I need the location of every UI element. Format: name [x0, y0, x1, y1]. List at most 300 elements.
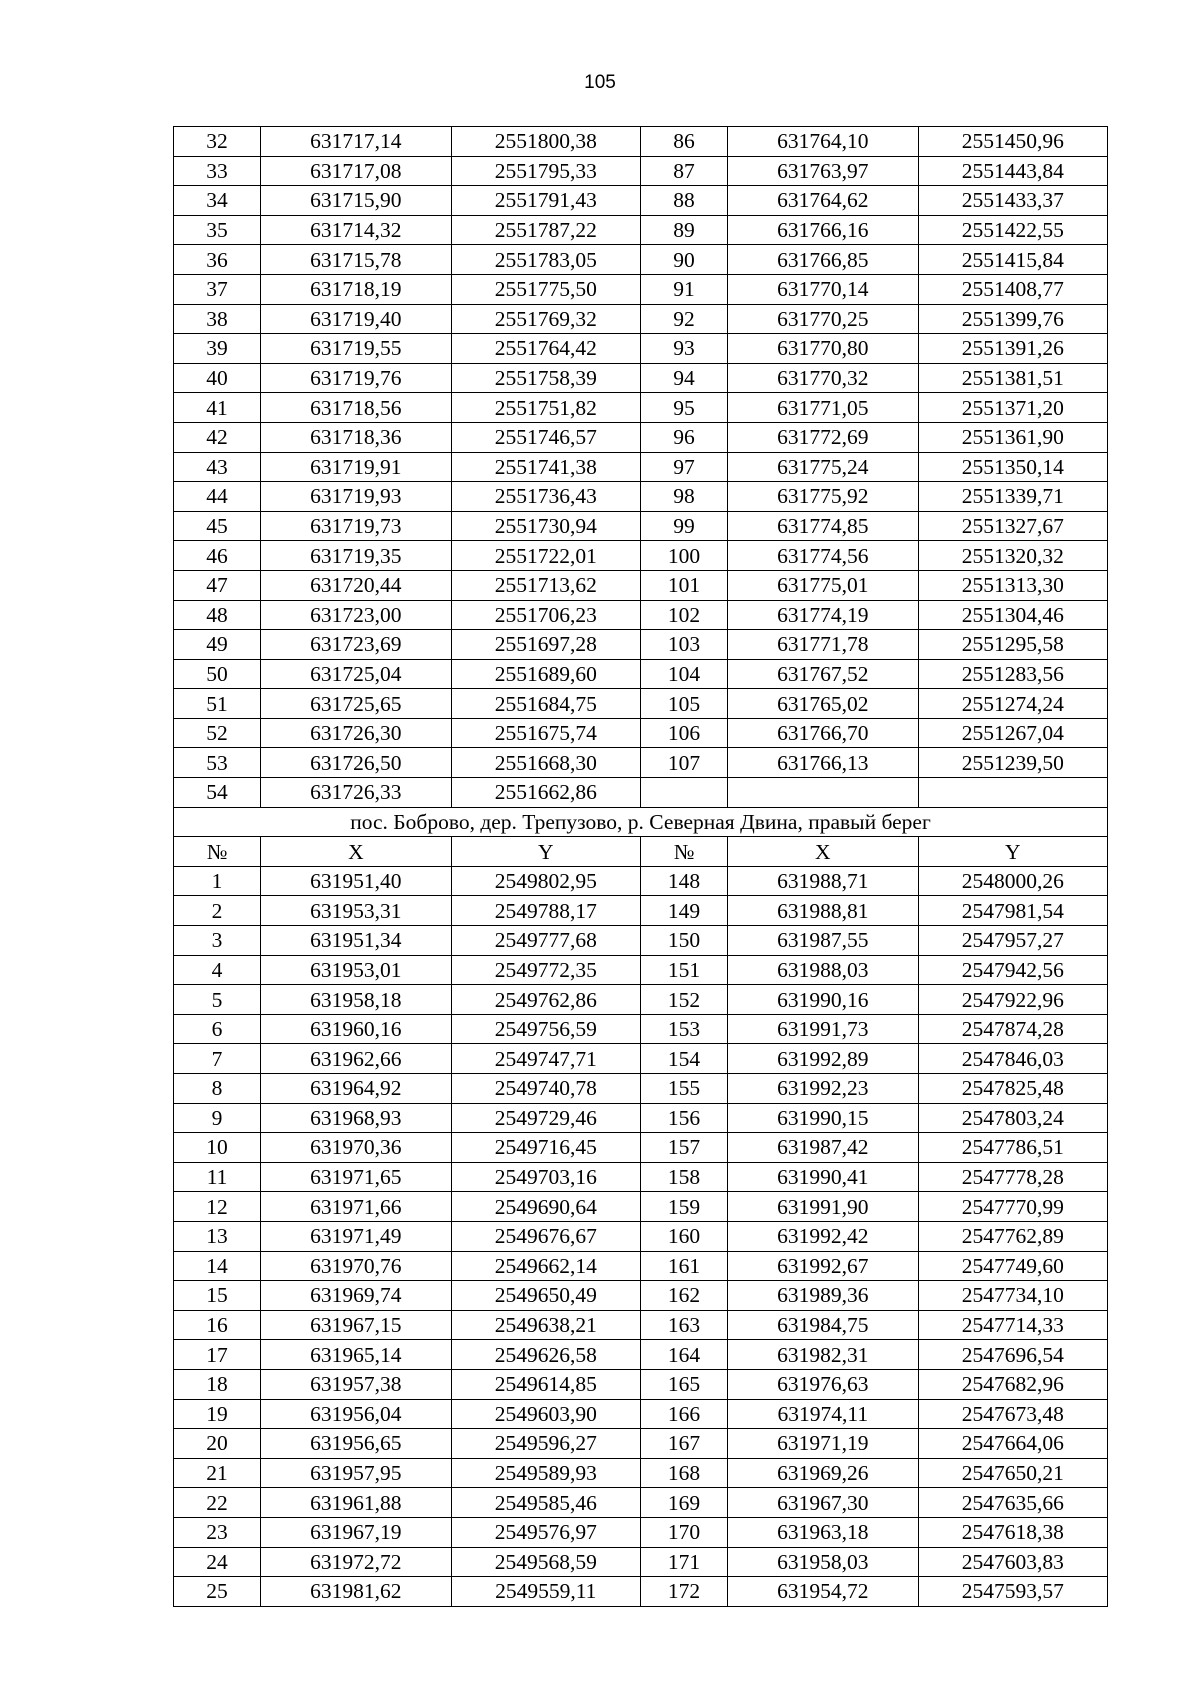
y-coordinate-cell: 2547981,54: [918, 896, 1107, 926]
point-number-cell: 52: [174, 718, 261, 748]
x-coordinate-cell: 631992,42: [728, 1221, 918, 1251]
point-number-cell: 21: [174, 1458, 261, 1488]
y-coordinate-cell: 2551730,94: [451, 511, 640, 541]
y-coordinate-cell: 2547618,38: [918, 1517, 1107, 1547]
point-number-cell: 90: [640, 245, 727, 275]
y-coordinate-cell: 2551304,46: [918, 600, 1107, 630]
x-coordinate-cell: 631951,34: [261, 926, 451, 956]
x-coordinate-cell: 631972,72: [261, 1547, 451, 1577]
point-number-cell: 44: [174, 482, 261, 512]
x-coordinate-cell: 631992,23: [728, 1074, 918, 1104]
x-coordinate-cell: 631970,76: [261, 1251, 451, 1281]
y-coordinate-cell: 2549614,85: [451, 1369, 640, 1399]
table-row: [174, 1044, 1108, 1074]
y-coordinate-cell: 2551415,84: [918, 245, 1107, 275]
table-row: [174, 127, 1108, 157]
y-coordinate-cell: 2551443,84: [918, 156, 1107, 186]
y-coordinate-cell: 2547682,96: [918, 1369, 1107, 1399]
table-row: [174, 926, 1108, 956]
x-coordinate-cell: 631726,33: [261, 778, 451, 808]
header-y: Y: [451, 837, 640, 867]
y-coordinate-cell: 2551722,01: [451, 541, 640, 571]
y-coordinate-cell: 2547696,54: [918, 1340, 1107, 1370]
x-coordinate-cell: 631723,00: [261, 600, 451, 630]
table-row: [174, 1310, 1108, 1340]
x-coordinate-cell: 631989,36: [728, 1281, 918, 1311]
point-number-cell: 42: [174, 422, 261, 452]
x-coordinate-cell: 631988,71: [728, 866, 918, 896]
x-coordinate-cell: 631717,08: [261, 156, 451, 186]
point-number-cell: 41: [174, 393, 261, 423]
table-row: [174, 452, 1108, 482]
y-coordinate-cell: 2547734,10: [918, 1281, 1107, 1311]
y-coordinate-cell: 2549756,59: [451, 1014, 640, 1044]
x-coordinate-cell: 631719,73: [261, 511, 451, 541]
table-row: [174, 1014, 1108, 1044]
point-number-cell: 161: [640, 1251, 727, 1281]
y-coordinate-cell: 2549638,21: [451, 1310, 640, 1340]
x-coordinate-cell: 631719,91: [261, 452, 451, 482]
y-coordinate-cell: 2551381,51: [918, 363, 1107, 393]
table-row: [174, 541, 1108, 571]
point-number-cell: 148: [640, 866, 727, 896]
point-number-cell: 32: [174, 127, 261, 157]
point-number-cell: 46: [174, 541, 261, 571]
y-coordinate-cell: 2551320,32: [918, 541, 1107, 571]
point-number-cell: 89: [640, 215, 727, 245]
x-coordinate-cell: 631717,14: [261, 127, 451, 157]
point-number-cell: 1: [174, 866, 261, 896]
point-number-cell: 156: [640, 1103, 727, 1133]
table-row: [174, 1162, 1108, 1192]
x-coordinate-cell: [728, 778, 918, 808]
y-coordinate-cell: 2551391,26: [918, 334, 1107, 364]
y-coordinate-cell: 2551371,20: [918, 393, 1107, 423]
x-coordinate-cell: 631775,01: [728, 570, 918, 600]
y-coordinate-cell: 2549802,95: [451, 866, 640, 896]
y-coordinate-cell: 2547762,89: [918, 1221, 1107, 1251]
point-number-cell: 155: [640, 1074, 727, 1104]
y-coordinate-cell: 2551769,32: [451, 304, 640, 334]
x-coordinate-cell: 631719,93: [261, 482, 451, 512]
point-number-cell: 12: [174, 1192, 261, 1222]
y-coordinate-cell: 2551675,74: [451, 718, 640, 748]
x-coordinate-cell: 631988,81: [728, 896, 918, 926]
x-coordinate-cell: 631956,65: [261, 1429, 451, 1459]
y-coordinate-cell: 2551668,30: [451, 748, 640, 778]
x-coordinate-cell: 631976,63: [728, 1369, 918, 1399]
point-number-cell: 98: [640, 482, 727, 512]
point-number-cell: 16: [174, 1310, 261, 1340]
point-number-cell: 97: [640, 452, 727, 482]
x-coordinate-cell: 631971,19: [728, 1429, 918, 1459]
y-coordinate-cell: 2549568,59: [451, 1547, 640, 1577]
x-coordinate-cell: 631956,04: [261, 1399, 451, 1429]
point-number-cell: 105: [640, 689, 727, 719]
x-coordinate-cell: 631953,31: [261, 896, 451, 926]
y-coordinate-cell: 2551706,23: [451, 600, 640, 630]
x-coordinate-cell: 631967,15: [261, 1310, 451, 1340]
point-number-cell: 23: [174, 1517, 261, 1547]
x-coordinate-cell: 631771,05: [728, 393, 918, 423]
point-number-cell: 92: [640, 304, 727, 334]
x-coordinate-cell: 631766,13: [728, 748, 918, 778]
point-number-cell: 86: [640, 127, 727, 157]
x-coordinate-cell: 631967,30: [728, 1488, 918, 1518]
x-coordinate-cell: 631967,19: [261, 1517, 451, 1547]
x-coordinate-cell: 631992,89: [728, 1044, 918, 1074]
y-coordinate-cell: 2547635,66: [918, 1488, 1107, 1518]
table-row: [174, 896, 1108, 926]
point-number-cell: 33: [174, 156, 261, 186]
x-coordinate-cell: 631984,75: [728, 1310, 918, 1340]
x-coordinate-cell: 631718,36: [261, 422, 451, 452]
x-coordinate-cell: 631766,16: [728, 215, 918, 245]
table-row: [174, 1517, 1108, 1547]
table-row: [174, 363, 1108, 393]
point-number-cell: 159: [640, 1192, 727, 1222]
y-coordinate-cell: 2547650,21: [918, 1458, 1107, 1488]
table-row: [174, 955, 1108, 985]
point-number-cell: 14: [174, 1251, 261, 1281]
point-number-cell: 87: [640, 156, 727, 186]
x-coordinate-cell: 631968,93: [261, 1103, 451, 1133]
point-number-cell: 168: [640, 1458, 727, 1488]
section-title: пос. Боброво, дер. Трепузово, р. Северная Двина, правый берег: [174, 807, 1108, 837]
point-number-cell: 45: [174, 511, 261, 541]
x-coordinate-cell: 631718,19: [261, 274, 451, 304]
point-number-cell: 150: [640, 926, 727, 956]
point-number-cell: 107: [640, 748, 727, 778]
x-coordinate-cell: 631719,40: [261, 304, 451, 334]
point-number-cell: 47: [174, 570, 261, 600]
x-coordinate-cell: 631971,66: [261, 1192, 451, 1222]
point-number-cell: 167: [640, 1429, 727, 1459]
x-coordinate-cell: 631990,41: [728, 1162, 918, 1192]
table-row: [174, 274, 1108, 304]
y-coordinate-cell: 2551746,57: [451, 422, 640, 452]
y-coordinate-cell: 2551450,96: [918, 127, 1107, 157]
point-number-cell: 93: [640, 334, 727, 364]
y-coordinate-cell: 2547874,28: [918, 1014, 1107, 1044]
y-coordinate-cell: 2549690,64: [451, 1192, 640, 1222]
y-coordinate-cell: 2547942,56: [918, 955, 1107, 985]
point-number-cell: 37: [174, 274, 261, 304]
point-number-cell: 154: [640, 1044, 727, 1074]
x-coordinate-cell: 631970,36: [261, 1133, 451, 1163]
point-number-cell: 8: [174, 1074, 261, 1104]
point-number-cell: 169: [640, 1488, 727, 1518]
point-number-cell: 102: [640, 600, 727, 630]
point-number-cell: 157: [640, 1133, 727, 1163]
point-number-cell: 39: [174, 334, 261, 364]
point-number-cell: 91: [640, 274, 727, 304]
y-coordinate-cell: 2547957,27: [918, 926, 1107, 956]
y-coordinate-cell: 2549676,67: [451, 1221, 640, 1251]
x-coordinate-cell: 631974,11: [728, 1399, 918, 1429]
x-coordinate-cell: 631726,30: [261, 718, 451, 748]
x-coordinate-cell: 631714,32: [261, 215, 451, 245]
point-number-cell: 6: [174, 1014, 261, 1044]
x-coordinate-cell: 631965,14: [261, 1340, 451, 1370]
y-coordinate-cell: 2547714,33: [918, 1310, 1107, 1340]
y-coordinate-cell: 2551736,43: [451, 482, 640, 512]
point-number-cell: 100: [640, 541, 727, 571]
point-number-cell: 51: [174, 689, 261, 719]
x-coordinate-cell: 631766,70: [728, 718, 918, 748]
table-row: [174, 1192, 1108, 1222]
y-coordinate-cell: 2547593,57: [918, 1577, 1107, 1607]
y-coordinate-cell: 2549729,46: [451, 1103, 640, 1133]
point-number-cell: 163: [640, 1310, 727, 1340]
y-coordinate-cell: 2549559,11: [451, 1577, 640, 1607]
coordinates-table-body: [174, 127, 1108, 1607]
table-row: [174, 600, 1108, 630]
y-coordinate-cell: 2547778,28: [918, 1162, 1107, 1192]
table-row: [174, 1429, 1108, 1459]
point-number-cell: 160: [640, 1221, 727, 1251]
table-row: [174, 689, 1108, 719]
x-coordinate-cell: 631958,18: [261, 985, 451, 1015]
y-coordinate-cell: 2547803,24: [918, 1103, 1107, 1133]
x-coordinate-cell: 631770,32: [728, 363, 918, 393]
table-row: [174, 570, 1108, 600]
y-coordinate-cell: 2551741,38: [451, 452, 640, 482]
point-number-cell: 18: [174, 1369, 261, 1399]
y-coordinate-cell: 2547786,51: [918, 1133, 1107, 1163]
x-coordinate-cell: 631763,97: [728, 156, 918, 186]
x-coordinate-cell: 631960,16: [261, 1014, 451, 1044]
point-number-cell: 25: [174, 1577, 261, 1607]
point-number-cell: 162: [640, 1281, 727, 1311]
table-row: [174, 422, 1108, 452]
header-x: X: [261, 837, 451, 867]
point-number-cell: 88: [640, 186, 727, 216]
x-coordinate-cell: 631958,03: [728, 1547, 918, 1577]
x-coordinate-cell: 631961,88: [261, 1488, 451, 1518]
point-number-cell: 164: [640, 1340, 727, 1370]
point-number-cell: 151: [640, 955, 727, 985]
y-coordinate-cell: 2551399,76: [918, 304, 1107, 334]
x-coordinate-cell: 631953,01: [261, 955, 451, 985]
point-number-cell: 96: [640, 422, 727, 452]
x-coordinate-cell: 631969,26: [728, 1458, 918, 1488]
table-row: [174, 1577, 1108, 1607]
point-number-cell: 153: [640, 1014, 727, 1044]
y-coordinate-cell: 2549716,45: [451, 1133, 640, 1163]
x-coordinate-cell: 631988,03: [728, 955, 918, 985]
point-number-cell: 20: [174, 1429, 261, 1459]
x-coordinate-cell: 631720,44: [261, 570, 451, 600]
point-number-cell: 38: [174, 304, 261, 334]
point-number-cell: 103: [640, 630, 727, 660]
y-coordinate-cell: 2549703,16: [451, 1162, 640, 1192]
y-coordinate-cell: 2549626,58: [451, 1340, 640, 1370]
table-row: [174, 1251, 1108, 1281]
table-row: [174, 866, 1108, 896]
point-number-cell: 172: [640, 1577, 727, 1607]
table-row: [174, 1340, 1108, 1370]
table-row: [174, 718, 1108, 748]
point-number-cell: 17: [174, 1340, 261, 1370]
y-coordinate-cell: 2547749,60: [918, 1251, 1107, 1281]
y-coordinate-cell: 2551775,50: [451, 274, 640, 304]
table-row: [174, 1103, 1108, 1133]
y-coordinate-cell: 2547922,96: [918, 985, 1107, 1015]
x-coordinate-cell: 631775,24: [728, 452, 918, 482]
x-coordinate-cell: 631774,19: [728, 600, 918, 630]
x-coordinate-cell: 631971,65: [261, 1162, 451, 1192]
y-coordinate-cell: 2547603,83: [918, 1547, 1107, 1577]
x-coordinate-cell: 631957,38: [261, 1369, 451, 1399]
point-number-cell: 104: [640, 659, 727, 689]
y-coordinate-cell: 2547825,48: [918, 1074, 1107, 1104]
x-coordinate-cell: 631767,52: [728, 659, 918, 689]
y-coordinate-cell: 2551422,55: [918, 215, 1107, 245]
y-coordinate-cell: 2551791,43: [451, 186, 640, 216]
x-coordinate-cell: 631764,10: [728, 127, 918, 157]
x-coordinate-cell: 631715,78: [261, 245, 451, 275]
y-coordinate-cell: 2551327,67: [918, 511, 1107, 541]
header-y: Y: [918, 837, 1107, 867]
x-coordinate-cell: 631765,02: [728, 689, 918, 719]
point-number-cell: 9: [174, 1103, 261, 1133]
y-coordinate-cell: 2551283,56: [918, 659, 1107, 689]
coordinates-table: [173, 126, 1108, 1607]
point-number-cell: 22: [174, 1488, 261, 1518]
x-coordinate-cell: 631772,69: [728, 422, 918, 452]
point-number-cell: 36: [174, 245, 261, 275]
y-coordinate-cell: 2549603,90: [451, 1399, 640, 1429]
table-row: [174, 1221, 1108, 1251]
y-coordinate-cell: 2551697,28: [451, 630, 640, 660]
x-coordinate-cell: 631987,55: [728, 926, 918, 956]
point-number-cell: 2: [174, 896, 261, 926]
table-row: [174, 1458, 1108, 1488]
y-coordinate-cell: 2551433,37: [918, 186, 1107, 216]
y-coordinate-cell: 2551764,42: [451, 334, 640, 364]
y-coordinate-cell: 2551713,62: [451, 570, 640, 600]
y-coordinate-cell: 2549650,49: [451, 1281, 640, 1311]
y-coordinate-cell: 2549596,27: [451, 1429, 640, 1459]
table-row: [174, 1399, 1108, 1429]
table-row: [174, 748, 1108, 778]
page-number: 105: [584, 72, 616, 93]
x-coordinate-cell: 631991,73: [728, 1014, 918, 1044]
y-coordinate-cell: 2551239,50: [918, 748, 1107, 778]
y-coordinate-cell: 2549585,46: [451, 1488, 640, 1518]
x-coordinate-cell: 631963,18: [728, 1517, 918, 1547]
point-number-cell: 171: [640, 1547, 727, 1577]
point-number-cell: 106: [640, 718, 727, 748]
point-number-cell: 10: [174, 1133, 261, 1163]
x-coordinate-cell: 631992,67: [728, 1251, 918, 1281]
x-coordinate-cell: 631964,92: [261, 1074, 451, 1104]
x-coordinate-cell: 631774,56: [728, 541, 918, 571]
header-x: X: [728, 837, 918, 867]
y-coordinate-cell: 2551267,04: [918, 718, 1107, 748]
x-coordinate-cell: 631774,85: [728, 511, 918, 541]
point-number-cell: 13: [174, 1221, 261, 1251]
y-coordinate-cell: 2549740,78: [451, 1074, 640, 1104]
x-coordinate-cell: 631957,95: [261, 1458, 451, 1488]
point-number-cell: 40: [174, 363, 261, 393]
x-coordinate-cell: 631723,69: [261, 630, 451, 660]
y-coordinate-cell: 2551408,77: [918, 274, 1107, 304]
table-row: [174, 630, 1108, 660]
table-row: [174, 215, 1108, 245]
x-coordinate-cell: 631990,15: [728, 1103, 918, 1133]
y-coordinate-cell: 2551339,71: [918, 482, 1107, 512]
x-coordinate-cell: 631770,14: [728, 274, 918, 304]
x-coordinate-cell: 631990,16: [728, 985, 918, 1015]
point-number-cell: 3: [174, 926, 261, 956]
y-coordinate-cell: 2551274,24: [918, 689, 1107, 719]
y-coordinate-cell: 2549788,17: [451, 896, 640, 926]
point-number-cell: 35: [174, 215, 261, 245]
x-coordinate-cell: 631719,55: [261, 334, 451, 364]
x-coordinate-cell: 631775,92: [728, 482, 918, 512]
table-row: [174, 985, 1108, 1015]
x-coordinate-cell: 631962,66: [261, 1044, 451, 1074]
table-row: [174, 1133, 1108, 1163]
point-number-cell: 5: [174, 985, 261, 1015]
point-number-cell: 99: [640, 511, 727, 541]
y-coordinate-cell: 2551313,30: [918, 570, 1107, 600]
table-row: [174, 1488, 1108, 1518]
y-coordinate-cell: 2551751,82: [451, 393, 640, 423]
table-row: [174, 778, 1108, 808]
point-number-cell: 152: [640, 985, 727, 1015]
y-coordinate-cell: 2551684,75: [451, 689, 640, 719]
point-number-cell: 34: [174, 186, 261, 216]
section-title-row: [174, 807, 1108, 837]
point-number-cell: 166: [640, 1399, 727, 1429]
table-row: [174, 245, 1108, 275]
table-row: [174, 156, 1108, 186]
point-number-cell: 49: [174, 630, 261, 660]
y-coordinate-cell: 2547846,03: [918, 1044, 1107, 1074]
y-coordinate-cell: 2549589,93: [451, 1458, 640, 1488]
y-coordinate-cell: 2551795,33: [451, 156, 640, 186]
y-coordinate-cell: 2551361,90: [918, 422, 1107, 452]
y-coordinate-cell: [918, 778, 1107, 808]
table-row: [174, 1074, 1108, 1104]
x-coordinate-cell: 631987,42: [728, 1133, 918, 1163]
y-coordinate-cell: 2551295,58: [918, 630, 1107, 660]
point-number-cell: 94: [640, 363, 727, 393]
y-coordinate-cell: 2547673,48: [918, 1399, 1107, 1429]
y-coordinate-cell: 2551689,60: [451, 659, 640, 689]
table-row: [174, 334, 1108, 364]
point-number-cell: 50: [174, 659, 261, 689]
point-number-cell: 7: [174, 1044, 261, 1074]
x-coordinate-cell: 631991,90: [728, 1192, 918, 1222]
y-coordinate-cell: 2548000,26: [918, 866, 1107, 896]
x-coordinate-cell: 631719,76: [261, 363, 451, 393]
y-coordinate-cell: 2549747,71: [451, 1044, 640, 1074]
point-number-cell: 165: [640, 1369, 727, 1399]
y-coordinate-cell: 2551662,86: [451, 778, 640, 808]
point-number-cell: 101: [640, 570, 727, 600]
y-coordinate-cell: 2549772,35: [451, 955, 640, 985]
point-number-cell: 149: [640, 896, 727, 926]
table-row: [174, 1369, 1108, 1399]
x-coordinate-cell: 631715,90: [261, 186, 451, 216]
y-coordinate-cell: 2551787,22: [451, 215, 640, 245]
table-row: [174, 1547, 1108, 1577]
x-coordinate-cell: 631951,40: [261, 866, 451, 896]
